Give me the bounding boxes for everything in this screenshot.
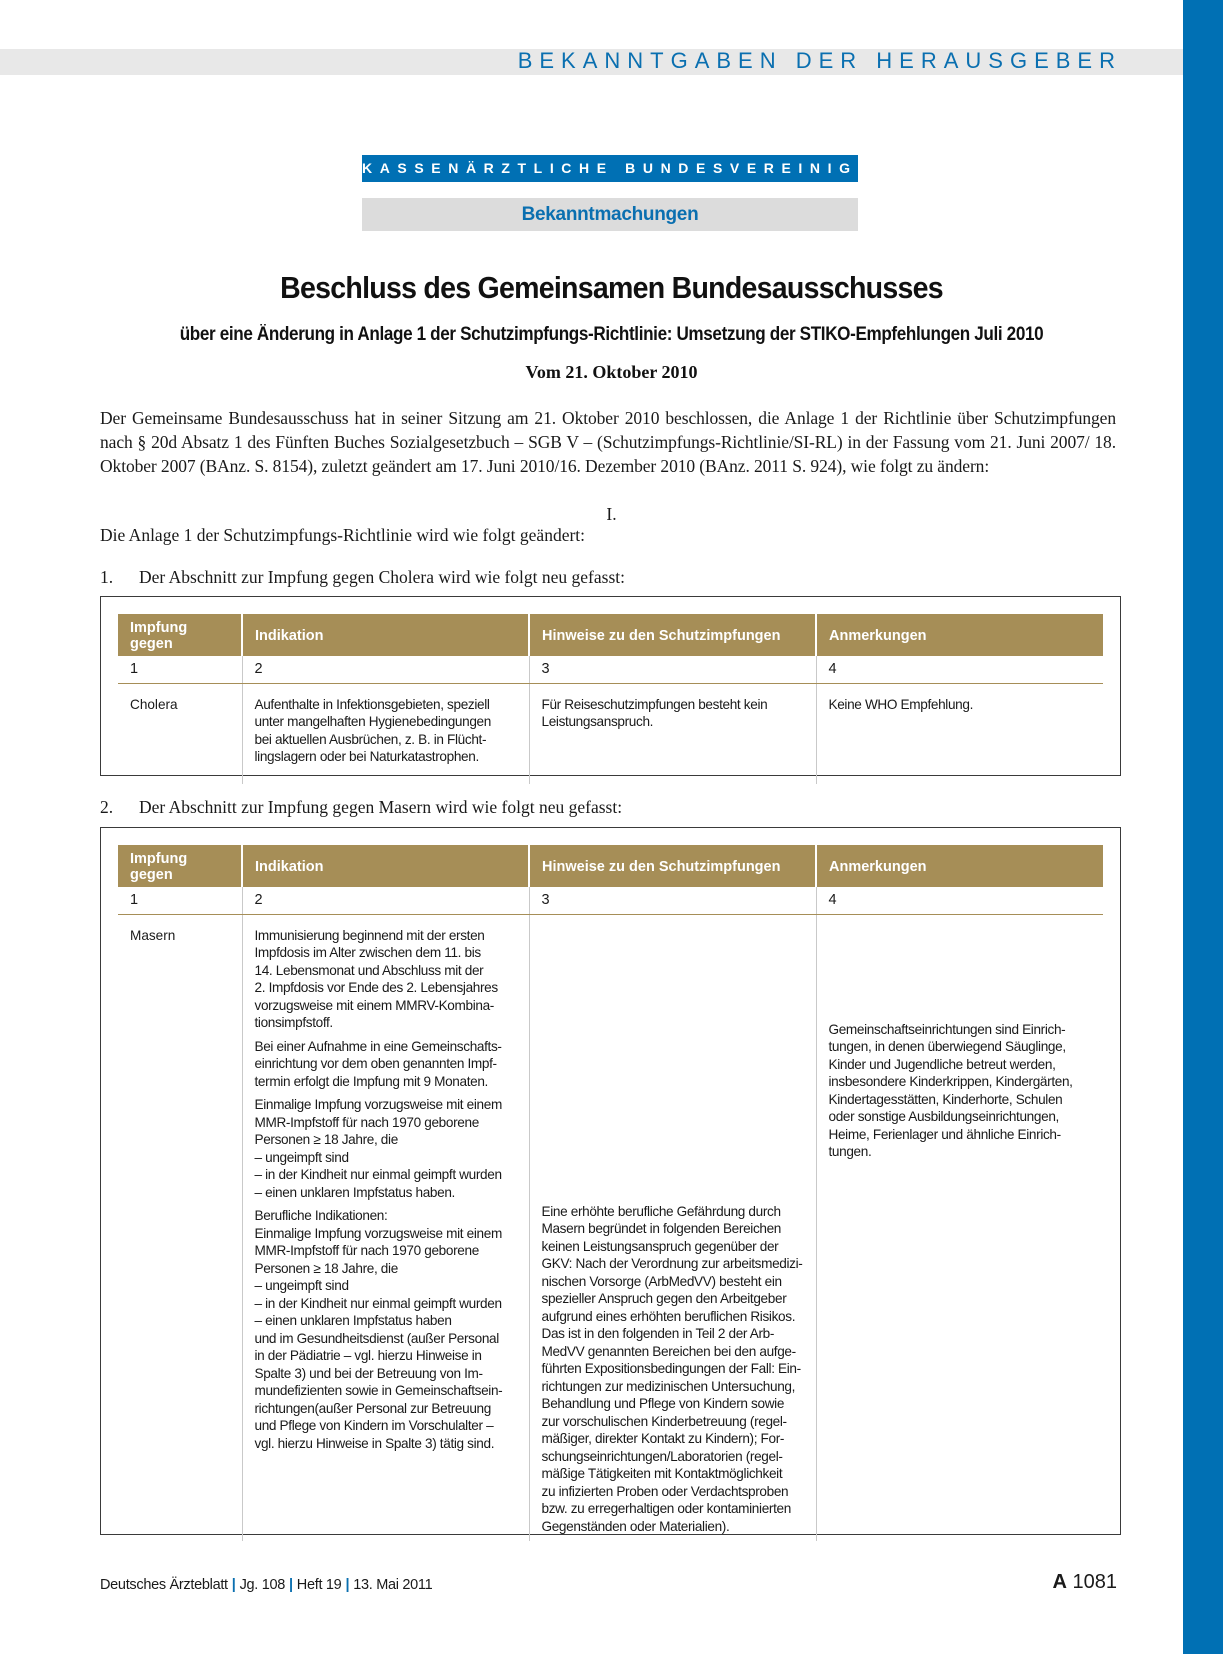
list-item-text: Der Abschnitt zur Impfung gegen Cholera wird wie folgt neu gefasst:	[139, 567, 625, 587]
page-prefix: A	[1052, 1571, 1067, 1593]
journal-name: Deutsches Ärzteblatt	[100, 1577, 228, 1593]
hinweise-cell: Für Reiseschutzimpfungen besteht kein Leistungsanspruch.	[541, 696, 768, 729]
column-number: 4	[816, 656, 1103, 683]
category-banner: Bekanntmachungen	[362, 198, 858, 231]
table-header-row	[118, 614, 1103, 656]
right-accent-bar	[1183, 0, 1223, 1654]
journal-volume: Jg. 108	[239, 1577, 286, 1593]
masern-table-box	[100, 827, 1121, 1535]
column-header: Anmerkungen	[816, 614, 1103, 656]
column-number: 1	[118, 887, 242, 914]
list-item-number: 2.	[100, 797, 114, 817]
table-row	[118, 683, 1103, 784]
page-number	[1052, 1571, 1117, 1594]
section-header: BEKANNTGABEN DER HERAUSGEBER	[517, 48, 1122, 73]
column-header: Indikation	[242, 845, 529, 887]
column-number: 3	[529, 887, 816, 914]
list-item-cholera	[100, 567, 625, 588]
disease-cell: Cholera	[130, 696, 178, 712]
roman-numeral-heading: I.	[606, 504, 617, 524]
indikation-paragraph: Einmalige Impfung vorzugsweise mit einem MMR-Impfstoff für nach 1970 geborene Personen ≥ 18 Jahre, die – ungeimpft sind – in der Kindheit nur einmal geimpft wurden – einen unklaren Impfstatus haben.	[254, 1097, 502, 1200]
column-number: 4	[816, 887, 1103, 914]
column-number: 2	[242, 887, 529, 914]
column-number-row	[118, 887, 1103, 914]
column-number-row	[118, 656, 1103, 683]
indikation-paragraph: Bei einer Aufnahme in eine Gemeinschafts- einrichtung vor dem oben genannten Impf- termin erfolgt die Impfung mit 9 Monaten.	[254, 1038, 502, 1089]
list-item-text: Der Abschnitt zur Impfung gegen Masern wird wie folgt neu gefasst:	[139, 797, 623, 817]
cholera-table-box	[100, 596, 1121, 776]
page-title: Beschluss des Gemeinsamen Bundesausschusses	[280, 270, 943, 305]
anmerkungen-paragraph: Gemeinschaftseinrichtungen sind Einrich- tungen, in denen überwiegend Säuglinge, Kinder und Jugendliche betreut werden, insbesondere Kinderkrippen, Kindergärten, Kindertagesstätten, Kinderhorte, Schulen oder sonstige Ausbildungseinrichtungen, Heime, Ferienlager und ähnliche Einrich- tungen.	[828, 1021, 1073, 1159]
column-header: Hinweise zu den Schutzimpfungen	[529, 614, 816, 656]
disease-cell: Masern	[130, 927, 176, 943]
cholera-table	[118, 614, 1103, 784]
indikation-cell: Aufenthalte in Infektionsgebieten, speziell unter mangelhaften Hygienebedingungen bei aktuellen Ausbrüchen, z. B. in Flücht- lingslagern oder bei Naturkatastrophen.	[254, 696, 491, 764]
journal-issue: Heft 19	[296, 1577, 342, 1593]
column-header: Anmerkungen	[816, 845, 1103, 887]
anmerkungen-column	[816, 914, 1103, 1541]
list-item-number: 1.	[100, 567, 114, 587]
intro-paragraph: Der Gemeinsame Bundesausschuss hat in seiner Sitzung am 21. Oktober 2010 beschlossen, die Anlage 1 der Richtlinie über Schutzimpfungen nach § 20d Absatz 1 des Fünften Buches Sozialgesetzbuch – SGB V – (Schutzimpfungs-Richtlinie/SI-RL) in der Fassung vom 21. Juni 2007/ 18. Oktober 2007 (BAnz. S. 8154), zuletzt geändert am 17. Juni 2010/16. Dezember 2010 (BAnz. 2011 S. 924), wie folgt zu ändern:	[100, 408, 1116, 476]
publisher-banner: KASSENÄRZTLICHE BUNDESVEREINIGUNG	[362, 155, 858, 182]
column-header: Impfung gegen	[118, 614, 242, 656]
indikation-paragraph: Immunisierung beginnend mit der ersten Impfdosis im Alter zwischen dem 11. bis 14. Lebensmonat und Abschluss mit der 2. Impfdosis vor Ende des 2. Lebensjahres vorzugsweise mit einem MMRV-Kombina- tionsimpfstoff.	[254, 927, 498, 1030]
indikation-paragraph: Berufliche Indikationen: Einmalige Impfung vorzugsweise mit einem MMR-Impfstoff für nach 1970 geborene Personen ≥ 18 Jahre, die – ungeimpft sind – in der Kindheit nur einmal geimpft wurden – einen unklaren Impfstatus haben und im Gesundheitsdienst (außer Personal in der Pädiatrie – vgl. hierzu Hinweise in Spalte 3) und bei der Betreuung von Im- mundefizienten sowie in Gemeinschaftsein- richtungen(außer Personal zur Betreuung und Pflege von Kindern im Vorschulalter – vgl. hierzu Hinweise in Spalte 3) tätig sind.	[254, 1208, 503, 1451]
masern-table	[118, 845, 1103, 1541]
decision-date: Vom 21. Oktober 2010	[525, 362, 698, 382]
indikation-column	[242, 914, 529, 1541]
column-header: Indikation	[242, 614, 529, 656]
column-number: 1	[118, 656, 242, 683]
list-item-masern	[100, 797, 622, 818]
table-header-row	[118, 845, 1103, 887]
table-row	[118, 914, 1103, 1541]
hinweise-paragraph: Eine erhöhte berufliche Gefährdung durch Masern begründet in folgenden Bereichen keinen Leistungsanspruch gegenüber der GKV: Nach der Verordnung zur arbeitsmedizi- nischen Vorsorge (ArbMedVV) besteht ein spezieller Anspruch gegen den Arbeitgeber aufgrund eines erhöhten beruflichen Risikos. Das ist in den folgenden in Teil 2 der Arb- MedVV genannten Bereichen bei den aufge- führten Expositionsbedingungen der Fall: Ein- richtungen zur medizinischen Untersuchung, Behandlung und Pflege von Kindern sowie zur vorschulischen Kinderbetreuung (regel- mäßiger, direkter Kontakt zu Kindern); For- schungseinrichtungen/Laboratorien (regel- mäßige Tätigkeiten mit Kontaktmöglichkeit zu infizierten Proben oder Verdachtsproben bzw. zu erregerhaltigen oder kontaminierten Gegenständen oder Materialien).	[541, 1203, 803, 1534]
hinweise-column	[529, 914, 816, 1541]
amendment-statement: Die Anlage 1 der Schutzimpfungs-Richtlinie wird wie folgt geändert:	[100, 525, 586, 545]
column-header: Hinweise zu den Schutzimpfungen	[529, 845, 816, 887]
column-header: Impfung gegen	[118, 845, 242, 887]
column-number: 2	[242, 656, 529, 683]
footer-citation: Deutsches Ärzteblatt | Jg. 108 | Heft 19 | 13. Mai 2011	[100, 1577, 433, 1593]
page-subtitle: über eine Änderung in Anlage 1 der Schutzimpfungs-Richtlinie: Umsetzung der STIKO-Empfehlungen Juli 2010	[179, 324, 1044, 345]
journal-date: 13. Mai 2011	[353, 1577, 433, 1593]
anmerkungen-cell: Keine WHO Empfehlung.	[828, 696, 974, 712]
column-number: 3	[529, 656, 816, 683]
page-number-value: 1081	[1072, 1571, 1117, 1593]
